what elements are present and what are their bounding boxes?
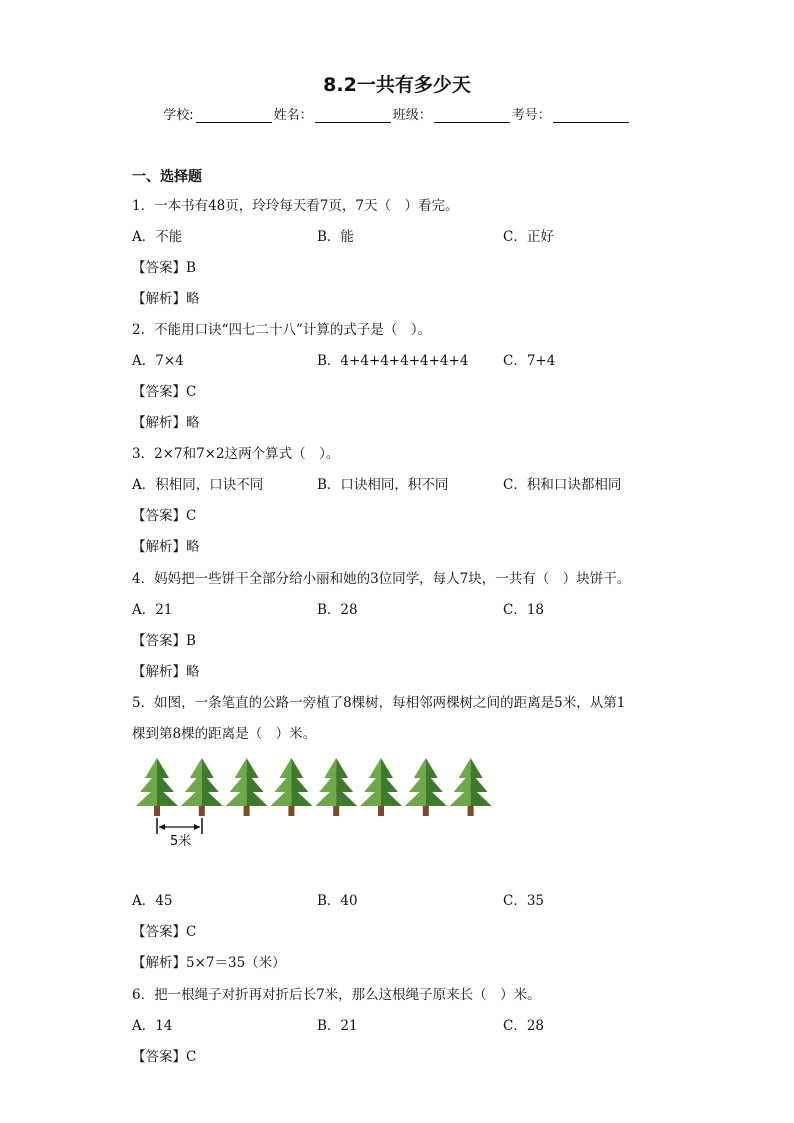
tree-icon xyxy=(270,758,312,816)
number-blank[interactable] xyxy=(553,108,629,123)
q3-option-c: C．积和口诀都相同 xyxy=(503,477,622,493)
q2-stem: 2．不能用口诀“四七二十八”计算的式子是（ ）。 xyxy=(132,322,432,338)
q5-stem-line1: 5．如图，一条笔直的公路一旁植了8棵树，每相邻两棵树之间的距离是5米，从第1 xyxy=(132,695,626,711)
arrow-right-icon xyxy=(194,824,200,830)
section-title: 一、选择题 xyxy=(132,169,202,185)
class-label: 班级： xyxy=(392,108,432,123)
q4-option-b: B．28 xyxy=(317,602,358,618)
q2-analysis: 【解析】略 xyxy=(132,415,200,431)
class-blank[interactable] xyxy=(434,108,510,123)
page-title: 8.2一共有多少天 xyxy=(323,74,471,96)
tree-icon xyxy=(360,758,402,816)
q3-option-a: A．积相同，口诀不同 xyxy=(132,477,264,493)
q5-option-a: A．45 xyxy=(132,893,173,909)
q1-stem: 1．一本书有48页，玲玲每天看7页，7天（ ）看完。 xyxy=(132,198,459,214)
q5-stem-line2: 棵到第8棵的距离是（ ）米。 xyxy=(132,726,317,742)
tree-row xyxy=(136,758,492,816)
q5-option-b: B．40 xyxy=(317,893,358,909)
q1-analysis: 【解析】略 xyxy=(132,291,200,307)
q6-option-a: A．14 xyxy=(132,1018,173,1034)
q2-option-c: C．7+4 xyxy=(503,353,556,369)
q1-option-b: B．能 xyxy=(317,229,354,245)
q4-stem: 4．妈妈把一些饼干全部分给小丽和她的3位同学，每人7块，一共有（ ）块饼干。 xyxy=(132,571,631,587)
q6-option-b: B．21 xyxy=(317,1018,358,1034)
q4-answer: 【答案】B xyxy=(132,633,196,649)
trees-figure xyxy=(136,752,496,852)
q4-option-c: C．18 xyxy=(503,602,545,618)
distance-label: 5米 xyxy=(170,834,192,849)
q2-option-b: B．4+4+4+4+4+4+4 xyxy=(317,353,469,369)
tree-icon xyxy=(405,758,447,816)
q3-stem: 3．2×7和7×2这两个算式（ ）。 xyxy=(132,446,340,462)
q5-answer: 【答案】C xyxy=(132,924,197,940)
q1-option-c: C．正好 xyxy=(503,229,554,245)
student-info-row xyxy=(0,104,794,123)
q1-option-a: A．不能 xyxy=(132,229,183,245)
number-label: 考号： xyxy=(511,108,551,123)
q5-analysis: 【解析】5×7＝35（米） xyxy=(132,955,286,971)
q3-option-b: B．口诀相同，积不同 xyxy=(317,477,449,493)
arrow-left-icon xyxy=(159,824,165,830)
q3-answer: 【答案】C xyxy=(132,508,197,524)
q5-option-c: C．35 xyxy=(503,893,545,909)
tree-icon xyxy=(315,758,357,816)
tree-icon xyxy=(226,758,268,816)
q3-analysis: 【解析】略 xyxy=(132,539,200,555)
q6-answer: 【答案】C xyxy=(132,1049,197,1065)
q4-analysis: 【解析】略 xyxy=(132,664,200,680)
tree-icon xyxy=(136,758,178,816)
q4-option-a: A．21 xyxy=(132,602,173,618)
q2-option-a: A．7×4 xyxy=(132,353,184,369)
school-label: 学校: xyxy=(163,108,194,123)
q6-option-c: C．28 xyxy=(503,1018,545,1034)
q1-answer: 【答案】B xyxy=(132,260,196,276)
tree-icon xyxy=(181,758,223,816)
tree-icon xyxy=(450,758,492,816)
name-label: 姓名： xyxy=(273,108,313,123)
school-blank[interactable] xyxy=(196,108,272,123)
q6-stem: 6．把一根绳子对折再对折后长7米，那么这根绳子原来长（ ）米。 xyxy=(132,987,541,1003)
name-blank[interactable] xyxy=(315,108,391,123)
q2-answer: 【答案】C xyxy=(132,384,197,400)
